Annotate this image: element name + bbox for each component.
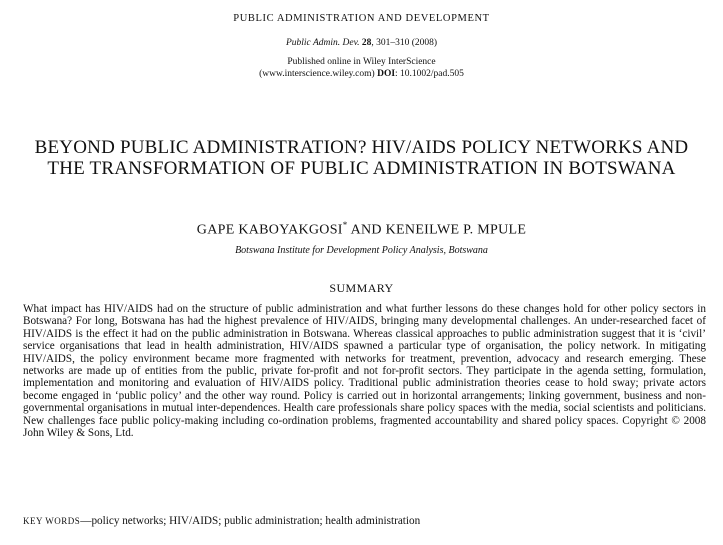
- doi-value[interactable]: : 10.1002/pad.505: [395, 69, 464, 79]
- article-title: BEYOND PUBLIC ADMINISTRATION? HIV/AIDS POLICY NETWORKS AND THE TRANSFORMATION OF PUBLIC ADMINISTRATION IN BOTSWANA: [34, 137, 689, 179]
- citation-journal: Public Admin. Dev.: [285, 38, 360, 48]
- author-1: GAPE KABOYAKGOSI: [196, 222, 343, 238]
- summary-text: What impact has HIV/AIDS had on the structure of public administration and what further lessons do these changes hold for other policy sectors in Botswana? For long, Botswana has had the highest prevalence of HIV/AIDS, bringing many developmental challenges. An under-researched facet of HIV/AIDS is the effect it had on the public administration in Botswana. Whereas classical approaches to public administration suggest that it is ‘civil’ service organisations that lead in health administration, HIV/AIDS spawned a particular type of organisation, the policy network. In mitigating HIV/AIDS, the policy environment became more fragmented with networks for treatment, prevention, advocacy and research emerging. These networks are made up of entities from the public, private for-profit and not for-profit sectors. They participate in the agenda setting, formulation, implementation and monitoring and evaluation of HIV/AIDS policy. Traditional public administration theories cease to hold sway; private actors become engaged in ‘public policy’ and the other way round. Policy is carried out in horizontal arrangements; linking government, business and non-governmental organisations in mutual inter-dependences. Health care professionals share policy spaces with the media, social scientists and politicians. New challenges face public policy-making including co-ordination problems, fragmented accountability and shared policy spaces. Copyright © 2008 John Wiley & Sons, Ltd.: [23, 303, 706, 440]
- affiliation: Botswana Institute for Development Policy Analysis, Botswana: [235, 245, 488, 256]
- citation-volume: 28: [361, 38, 372, 48]
- doi-line: [0, 68, 723, 80]
- author-conjunction: AND: [347, 222, 386, 238]
- summary-heading: SUMMARY: [329, 281, 394, 295]
- corresponding-author-mark[interactable]: *: [342, 220, 348, 230]
- author-2: KENEILWE P. MPULE: [385, 222, 527, 238]
- citation-pages: , 301–310 (2008): [371, 38, 438, 48]
- publisher-url[interactable]: (www.interscience.wiley.com): [259, 69, 375, 79]
- keywords-line: [23, 514, 706, 528]
- keywords-text: policy networks; HIV/AIDS; public administration; health administration: [91, 515, 421, 527]
- doi-label: DOI: [377, 69, 396, 79]
- journal-name: PUBLIC ADMINISTRATION AND DEVELOPMENT: [233, 13, 490, 24]
- citation-line: [0, 38, 723, 48]
- keywords-label: KEY WORDS: [23, 516, 81, 526]
- published-online-line: Published online in Wiley InterScience: [287, 57, 436, 67]
- publication-info: [0, 56, 723, 80]
- keywords-dash: —: [80, 515, 92, 527]
- author-line: [0, 220, 723, 239]
